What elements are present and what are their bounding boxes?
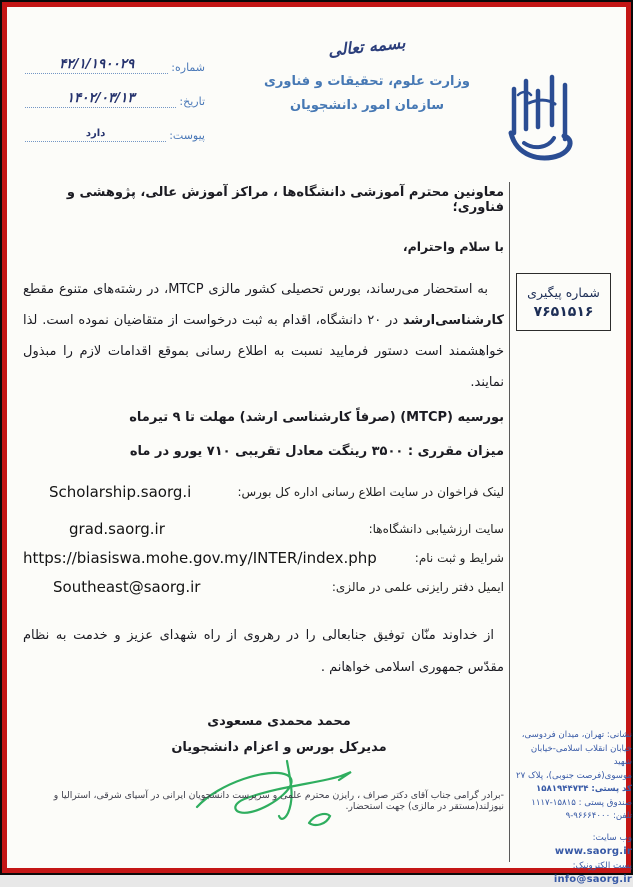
link-row-evaluation: [23, 520, 504, 538]
po-box-line: صندوق پستی : ۱۵۸۱۵-۱۱۱۷: [531, 797, 632, 808]
link-label: لینک فراخوان در سایت اطلاع رسانی اداره کل بورس:: [237, 485, 504, 499]
number-label: شماره:: [171, 61, 205, 74]
meta-row-attachment: [25, 121, 205, 142]
link-label: ایمیل دفتر رایزنی علمی در مالزی:: [331, 580, 504, 594]
address-line: نشانی: تهران، میدان فردوسی،: [521, 730, 632, 740]
tracking-label: شماره پیگیری: [527, 284, 600, 300]
website-line: [513, 831, 632, 859]
address-line: خیابان انقلاب اسلامی-خیابان شهید: [530, 743, 632, 767]
letter-red-frame: [2, 2, 632, 885]
paragraph-text: در ۲۰ دانشگاه، اقدام به ثبت درخواست از متقاضیان نموده است. لذا خواهشمند است دستور فرمایید نسبت به اطلاع رسانی بموقع اقدامات لازم را مبذول نمایند.: [23, 313, 504, 390]
web-contact-block: [513, 831, 632, 887]
link-label: شرایط و ثبت نام:: [414, 551, 504, 565]
letter-number-value: ۴۲/۱/۱۹۰۰۲۹: [59, 56, 135, 72]
link-row-registration: [23, 549, 504, 567]
signer-title: مدیرکل بورس و اعزام دانشجویان: [171, 740, 387, 755]
main-paragraph: [23, 274, 504, 398]
link-label: سایت ارزشیابی دانشگاه‌ها:: [368, 522, 504, 536]
address-line: موسوی(فرصت جنوبی)، پلاک ۲۷: [515, 770, 632, 781]
attachment-value: دارد: [85, 128, 106, 139]
salutation-line: با سلام واحترام،: [402, 239, 504, 254]
date-label: تاریخ:: [179, 95, 205, 108]
postal-code-line: کد پستی: ۱۵۸۱۹۴۴۷۳۴: [535, 784, 632, 794]
links-section: [23, 483, 504, 596]
organization-name: سازمان امور دانشجویان: [290, 98, 444, 113]
letter-date-value: ۱۴۰۲/۰۳/۱۳: [66, 90, 135, 106]
cc-footnote: -برادر گرامی جناب آقای دکتر صراف ، رایزن محترم علمی و سرپرست دانشجویان ایرانی در آسیای شرقی، استرالیا و نیوزلند(مستقر در مالزی) جهت استحضار.: [53, 790, 504, 812]
dotted-line: [25, 87, 176, 108]
paragraph-bold-degree: کارشناسی‌ارشد: [402, 313, 504, 328]
meta-row-number: [25, 53, 205, 74]
ministry-name: وزارت علوم، تحقیقات و فناوری: [264, 74, 470, 89]
margin-divider-line: [509, 182, 510, 862]
tracking-number-box: [516, 273, 611, 331]
dotted-line: [25, 53, 168, 74]
attachment-label: پیوست:: [169, 129, 205, 142]
website-label: وب سایت:: [592, 833, 632, 843]
saorg-logo-icon: [498, 65, 580, 169]
signer-name: محمد محمدی مسعودی: [207, 714, 351, 729]
bismillah-calligraphy: بسمه تعالی: [327, 33, 407, 60]
website-url[interactable]: www.saorg.ir: [554, 846, 632, 857]
link-row-email: [23, 578, 504, 596]
letter-body: [23, 185, 504, 839]
addressee-line: معاونین محترم آموزشی دانشگاه‌ها ، مراکز آموزش عالی، پژوهشی و فناوری؛: [66, 185, 504, 215]
tracking-number: ۷۶۵۱۵۱۶: [533, 303, 594, 320]
link-row-announcement: [23, 483, 504, 501]
registration-url[interactable]: https://biasiswa.mohe.gov.my/INTER/index.php: [23, 549, 377, 567]
stipend-amount-line: میزان مقرری : ۳۵۰۰ رینگت معادل تقریبی ۷۱۰ یورو در ماه: [129, 444, 504, 459]
evaluation-site-url[interactable]: grad.saorg.ir: [69, 520, 165, 538]
meta-row-date: [25, 87, 205, 108]
closing-paragraph: از خداوند منّان توفیق جنابعالی را در رهروی از راه شهدای عزیز و خدمت به نظام مقدّس جمهوری اسلامی خواهانم .: [23, 628, 504, 675]
letterhead: [237, 33, 497, 113]
announcement-url[interactable]: Scholarship.saorg.i: [49, 483, 192, 501]
email-address[interactable]: info@saorg.ir: [553, 874, 632, 885]
letter-meta-block: [25, 53, 205, 155]
email-line: [513, 859, 632, 887]
dotted-line: [25, 121, 166, 142]
scholarship-deadline-line: بورسیه (MTCP) (صرفاً کارشناسی ارشد) مهلت تا ۹ تیرماه: [129, 410, 504, 425]
email-label: پست الکترونیک:: [572, 861, 632, 871]
signature-block: [154, 714, 404, 839]
contact-info-block: [513, 729, 632, 824]
advisor-email[interactable]: Southeast@saorg.ir: [53, 578, 201, 596]
phone-line: تلفن: ۹۶۶۶۴۰۰۰-۹: [565, 811, 632, 821]
paragraph-text: به استحضار می‌رساند، بورس تحصیلی کشور مالزی MTCP، در رشته‌های متنوع مقطع: [23, 282, 488, 297]
